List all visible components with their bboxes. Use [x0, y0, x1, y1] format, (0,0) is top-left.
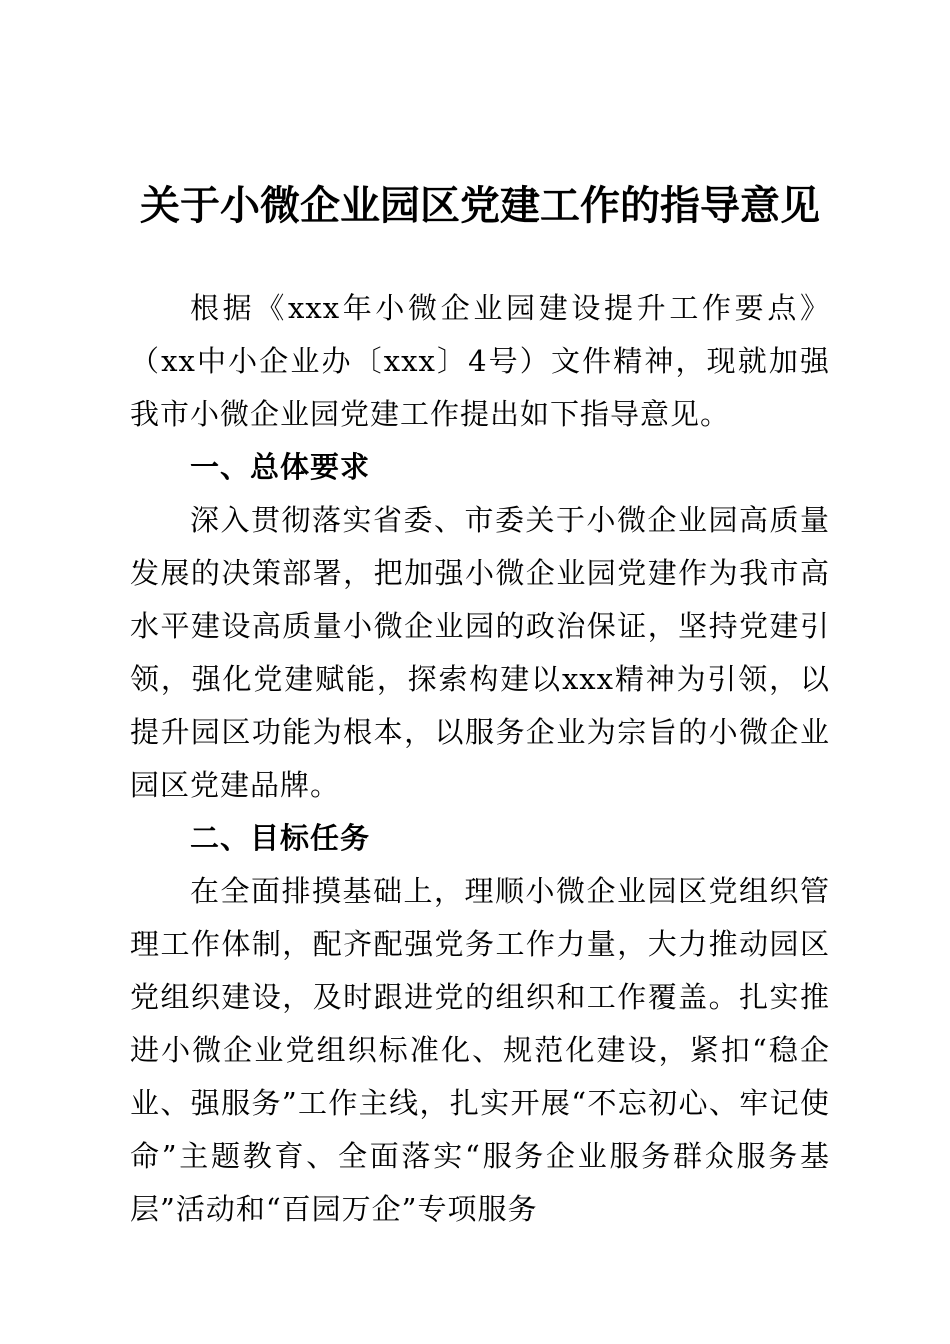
section-heading-goals-tasks: 二、目标任务 — [190, 821, 371, 855]
section-paragraph-general-requirements: 深入贯彻落实省委、市委关于小微企业园高质量发展的决策部署，把加强小微企业园党建作为我市高水平建设高质量小微企业园的政治保证，坚持党建引领，强化党建赋能，探索构建以xxx精神为引领，以提升园区功能为根本，以服务企业为宗旨的小微企业园区党建品牌。 — [130, 503, 830, 802]
intro-paragraph: 根据《xxx年小微企业园建设提升工作要点》（xx中小企业办〔xxx〕4号）文件精神，现就加强我市小微企业园党建工作提出如下指导意见。 — [130, 291, 830, 431]
document-body — [130, 282, 830, 1236]
document-title: 关于小微企业园区党建工作的指导意见 — [140, 183, 820, 229]
section-heading-general-requirements: 一、总体要求 — [190, 450, 371, 484]
section-paragraph-goals-tasks: 在全面排摸基础上，理顺小微企业园区党组织管理工作体制，配齐配强党务工作力量，大力推动园区党组织建设，及时跟进党的组织和工作覆盖。扎实推进小微企业党组织标准化、规范化建设，紧扣“稳企业、强服务”工作主线，扎实开展“不忘初心、牢记使命”主题教育、全面落实“服务企业服务群众服务基层”活动和“百园万企”专项服务 — [130, 874, 830, 1226]
